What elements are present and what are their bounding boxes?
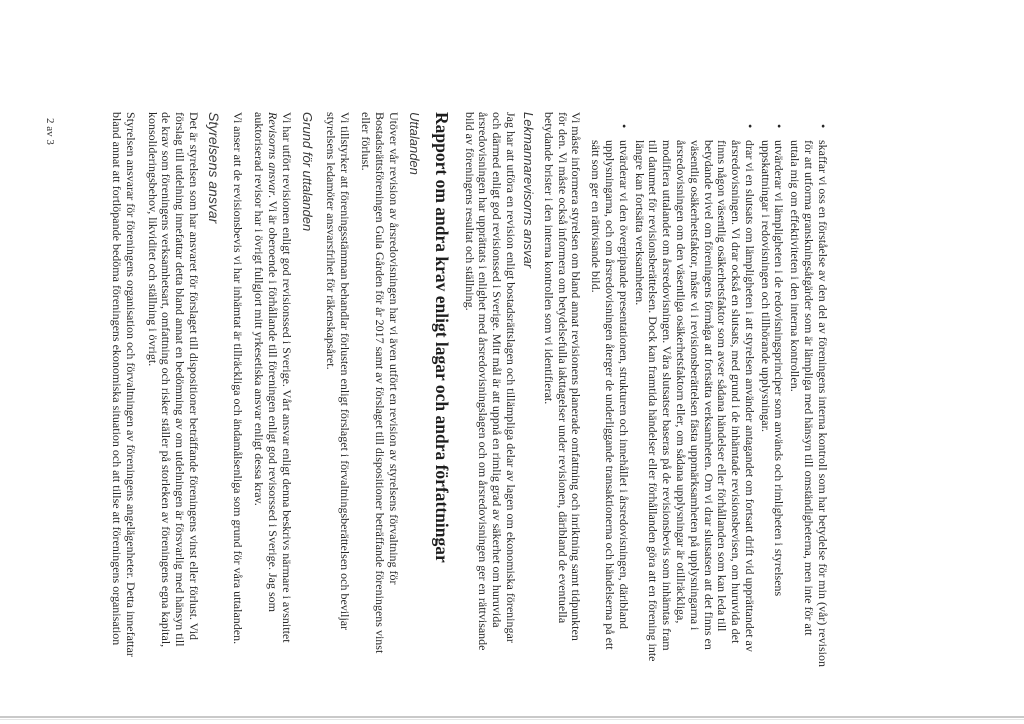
procedure-bullet-2 xyxy=(758,124,787,712)
body-text-line: Det är styrelsen som har ansvaret för förslaget till dispositioner beträffande föreningens vinst eller förlust. Vid xyxy=(186,112,201,641)
statements-paragraph-1 xyxy=(359,112,400,712)
body-text-line: sätt som ger en rättvisande bild. xyxy=(589,140,604,293)
body-text-segment: . Vi är oberoende i förhållande till föreningen enligt god revisorssed i Sverige. Jag som xyxy=(266,195,281,612)
body-text-line: årsredovisningen. Vi drar också en slutsats, med grund i de inhämtade revisionsbevisen, om huruvida det xyxy=(729,140,744,644)
board-paragraph-2 xyxy=(109,112,137,712)
body-text-line: konsolideringsbehov, likviditet och ställning i övrigt. xyxy=(145,112,160,367)
body-text-line: väsentlig osäkerhetsfaktor, måste vi i revisionsberättelsen fästa uppmärksamheten på upplysningarna i xyxy=(687,140,702,631)
body-text-line: för den. Vi måste också informera om betydelsefulla iakttagelser under revisionen, däribland de eventuella xyxy=(555,112,570,624)
body-text-line: Jag har att utföra en revision enligt bostadsrättslagen och tillämpliga delar av lagen om ekonomiska föreningar xyxy=(503,112,518,643)
body-text-line: drar vi en slutsats om lämpligheten i att styrelsen använder antagandet om fortsatt drift vid upprättandet av xyxy=(743,140,757,652)
body-text-line: styrelsens ledamöter ansvarsfrihet för räkenskapsåret. xyxy=(324,112,339,370)
body-text-line: betydande brister i den interna kontrollen som vi identifierat. xyxy=(541,112,556,405)
body-text-line: de krav som föreningens verksamhetsart, omfattning och risker ställer på storleken av föreningens egna kapital, xyxy=(159,112,174,648)
body-text-line: Bostadsrättsföreningen Gula Gården för år 2017 samt av förslaget till dispositioner beträffande föreningens vinst xyxy=(373,112,388,654)
body-text-line: eller förlust. xyxy=(359,112,374,171)
body-text-line: Vi anser att de revisionsbevis vi har inhämtat är tillräckliga och ändamålsenliga som grund för våra uttalanden. xyxy=(230,112,245,645)
body-text-line: Vi har utfört revisionen enligt god revisionssed i Sverige. Vårt ansvar enligt denna beskrivs närmare i avsnittet xyxy=(279,112,294,643)
procedure-bullet-4 xyxy=(588,124,631,712)
page-number: 2 av 3 xyxy=(44,118,56,145)
body-text-line: auktoriserad revisor har i övrigt fullgjort mitt yrkesetiska ansvar enligt dessa krav. xyxy=(252,112,267,506)
body-text-line: utvärderar vi lämpligheten i de redovisningsprinciper som används och rimligheten i styrelsens xyxy=(772,140,787,597)
body-text-line: Styrelsen ansvarar för föreningens organisation och förvaltningen av föreningens angelägenheter. Detta innefattar xyxy=(123,112,138,657)
bullet-marker: • xyxy=(616,124,631,129)
lay-auditor-heading: Lekmannarevisorns ansvar xyxy=(521,112,536,269)
body-text-line: årsredovisningen om den väsentliga osäkerhetsfaktorn eller, om sådana upplysningar är otillräckliga, xyxy=(674,140,689,624)
statements-paragraph-2 xyxy=(323,112,351,712)
body-text-line: skaffar vi oss en förståelse av den del av föreningens interna kontroll som har betydelse för min (vår) revision xyxy=(816,140,830,667)
body-text-line: årsredovisningen har upprättats i enlighet med årsredovisningslagen och om årsredovisningen ger en rättvisande xyxy=(476,112,491,651)
body-text-line: längre kan fortsätta verksamheten. xyxy=(632,140,647,306)
body-text-line: upplysningarna, och om årsredovisningen återger de underliggande transaktionerna och händelserna på ett xyxy=(602,140,617,650)
section-reference: Revisorns ansvar xyxy=(266,112,281,195)
body-text-line: Vi måste informera styrelsen om bland annat revisionens planerade omfattning och inriktning samt tidpunkten xyxy=(569,112,584,641)
procedure-bullet-3 xyxy=(632,124,757,712)
board-responsibility-heading: Styrelsens ansvar xyxy=(206,112,222,224)
section-heading: Rapport om andra krav enligt lagar och andra författningar xyxy=(432,112,452,563)
body-text-line: till datumet för revisionsberättelsen. Dock kan framtida händelser eller förhållanden göra att en förening inte xyxy=(646,140,661,662)
scan-edge-shadow xyxy=(0,719,1024,720)
basis-paragraph-1 xyxy=(252,112,293,712)
body-text-line: för att utforma granskningsåtgärder som är lämpliga med hänsyn till omständigheterna, men inte för att xyxy=(802,140,817,636)
bullet-marker: • xyxy=(816,124,830,129)
body-text-line: modifiera uttalandet om årsredovisningen. Våra slutsatser baseras på de revisionsbevis som inhämtas fram xyxy=(660,140,675,651)
statements-heading: Uttalanden xyxy=(407,112,422,175)
body-text-line: uttala mig om effektiviteten i den interna kontrollen. xyxy=(788,140,803,392)
procedure-bullet-1 xyxy=(788,124,830,712)
body-text-line: Vi tillstyrker att föreningsstämman behandlar förlusten enligt förslaget i förvaltningsberättelsen och beviljar xyxy=(337,112,352,631)
body-text-line: förslag till utdelning innefattar detta bland annat en bedömning av om utdelningen är försvarlig med hänsyn till xyxy=(173,112,188,647)
scan-edge-line xyxy=(0,716,1024,718)
board-paragraph-1 xyxy=(145,112,200,712)
body-text-line: Utöver vår revision av årsredovisningen har vi även utfört en revision av styrelsens förvaltning för xyxy=(386,112,401,585)
bullet-marker: • xyxy=(772,124,787,129)
body-text-line: och därmed enligt god revisionssed i Sverige. Mitt mål är att uppnå en rimlig grad av säkerhet om huruvida xyxy=(490,112,505,628)
body-text-line: finns någon väsentlig osäkerhetsfaktor som avser sådana händelser eller förhållanden som kan leda till xyxy=(715,140,730,632)
body-text-line: bland annat att fortlöpande bedöma föreningens ekonomiska situation och att tillse att föreningens organisation xyxy=(110,112,125,646)
bullet-marker: • xyxy=(743,124,757,129)
lay-auditor-paragraph xyxy=(462,112,517,712)
basis-heading: Grund för uttalanden xyxy=(300,112,315,232)
body-text-line: betydande tvivel om föreningens förmåga att fortsätta verksamheten. Om vi drar slutsatsen att det finns en xyxy=(701,140,716,650)
body-text-line: utvärderar vi den övergripande presentationen, strukturen och innehållet i årsredovisningen, däribland xyxy=(616,140,631,629)
basis-paragraph-2 xyxy=(230,112,244,712)
body-text-line xyxy=(265,112,279,712)
body-text-line: uppskattningar i redovisningen och tillhörande upplysningar. xyxy=(758,140,773,432)
body-text-line: bild av föreningens resultat och ställning. xyxy=(462,112,477,311)
communication-paragraph xyxy=(541,112,582,712)
